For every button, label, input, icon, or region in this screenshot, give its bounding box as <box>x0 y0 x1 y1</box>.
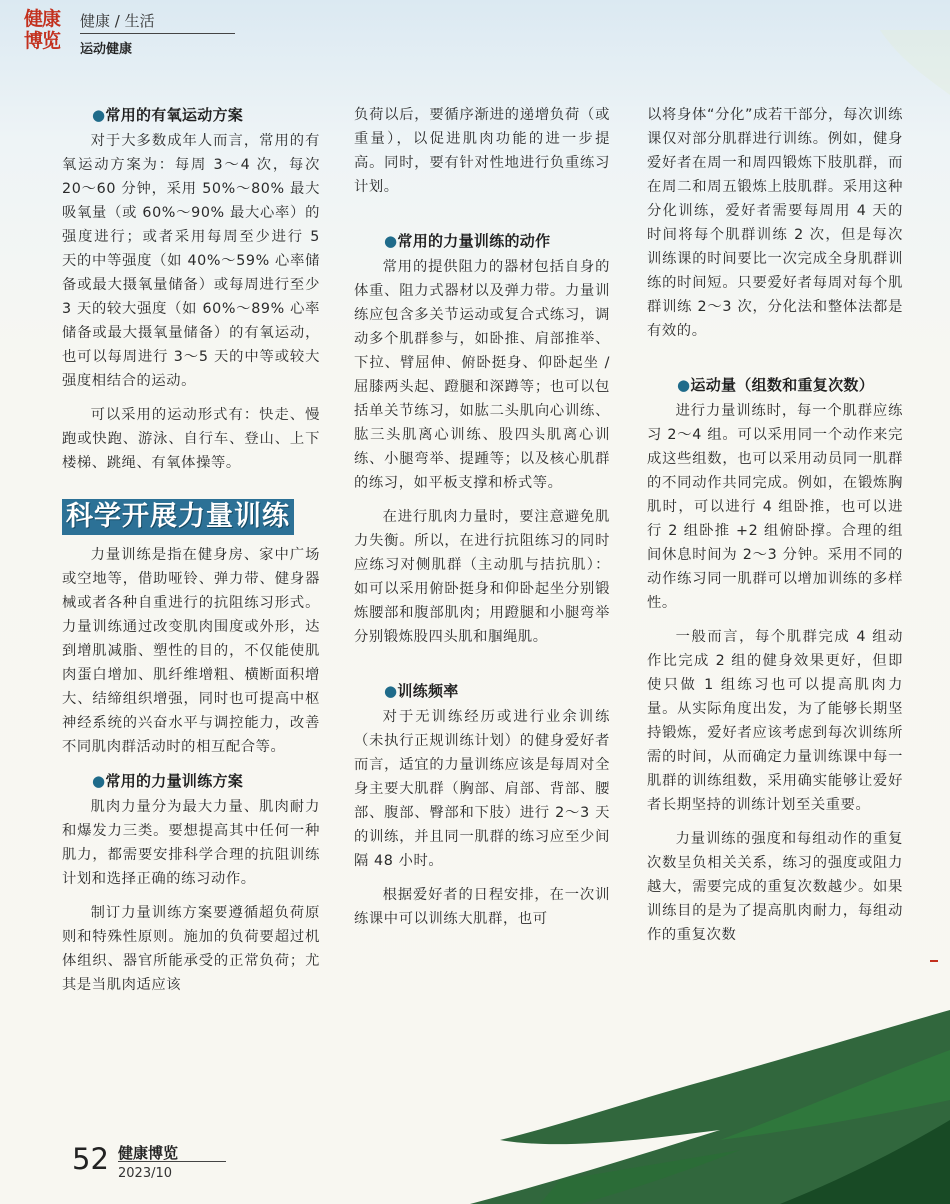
paragraph: 负荷以后，要循序渐进的递增负荷（或重量），以促进肌肉功能的进一步提高。同时，要有针对性地进行负重练习计划。 <box>354 107 610 195</box>
spacer <box>647 353 903 373</box>
magazine-logo: 健康博览 <box>24 8 61 52</box>
footer-magazine-name: 健康博览 <box>118 1144 179 1162</box>
paragraph: 进行力量训练时，每一个肌群应练习 2～4 组。可以采用同一个动作来完成这些组数，也可以采用动员同一肌群的不同动作共同完成。例如，在锻炼胸肌时，可以进行 4 组卧推，也可以进行 2 组卧推 +2 组俯卧撑。合理的组间休息时间为 2～3 分钟。采用不同的动作练习同一肌群可以增加训练的多样性。 <box>647 403 903 611</box>
column-label: 运动健康 <box>80 42 133 57</box>
paragraph: 一般而言，每个肌群完成 4 组动作比完成 2 组的健身效果更好，但即使只做 1 组练习也可以提高肌肉力量。从实际角度出发，为了能够长期坚持锻炼，爱好者应该考虑到每次训练所需的时间，从而确定力量训练课中每一肌群的训练组数，采用确实能够让爱好者长期坚持的训练计划至关重要。 <box>647 629 903 813</box>
heading-training-volume: ●运动量（组数和重复次数） <box>677 376 874 394</box>
bullet-dot: ● <box>92 772 106 790</box>
paragraph: 以将身体“分化”成若干部分，每次训练课仅对部分肌群进行训练。例如，健身爱好者在周一和周四锻炼下肢肌群，而在周二和周五锻炼上肢肌群。采用这种分化训练，爱好者需要每周用 4 天的时间将每个肌群训练 2 次，但是每次训练课的时间要比一次完成全身肌群训练的时间短。只要爱好者每周对每个肌群训练 2～3 次，分化法和整体法都是有效的。 <box>647 107 903 339</box>
spacer <box>354 209 610 229</box>
text-column-2 <box>354 103 610 941</box>
paragraph: 常用的提供阻力的器材包括自身的体重、阻力式器材以及弹力带。力量训练应包含多关节运动或复合式练习，调动多个肌群参与，如卧推、肩部推举、下拉、臂屈伸、俯卧挺身、仰卧起坐 / 屈膝两头起、蹬腿和深蹲等；也可以包括单关节练习，如肱二头肌向心训练、肱三头肌离心训练、股四头肌离心训练、小腿弯举、提踵等；以及核心肌群的练习，如平板支撑和桥式等。 <box>354 259 610 491</box>
paragraph: 在进行肌肉力量时，要注意避免肌力失衡。所以，在进行抗阻练习的同时应练习对侧肌群（主动肌与拮抗肌）：如可以采用俯卧挺身和仰卧起坐分别锻炼腰部和腹部肌肉；用蹬腿和小腿弯举分别锻炼股四头肌和腘绳肌。 <box>354 509 610 645</box>
bullet-dot: ● <box>384 232 398 250</box>
paragraph: 制订力量训练方案要遵循超负荷原则和特殊性原则。施加的负荷要超过机体组织、器官所能承受的正常负荷；尤其是当肌肉适应该 <box>62 905 320 993</box>
section-banner: 科学开展力量训练 <box>62 499 294 535</box>
paragraph: 根据爱好者的日程安排，在一次训练课中可以训练大肌群，也可 <box>354 887 610 927</box>
paragraph: 可以采用的运动形式有：快走、慢跑或快跑、游泳、自行车、登山、上下楼梯、跳绳、有氧体操等。 <box>62 407 320 471</box>
paragraph: 肌肉力量分为最大力量、肌肉耐力和爆发力三类。要想提高其中任何一种肌力，都需要安排科学合理的抗阻训练计划和选择正确的练习动作。 <box>62 799 320 887</box>
heading-training-frequency: ●训练频率 <box>384 682 459 700</box>
paragraph: 对于无训练经历或进行业余训练（未执行正规训练计划）的健身爱好者而言，适宜的力量训练应该是每周对全身主要大肌群（胸部、肩部、背部、腰部、腹部、臀部和下肢）进行 2～3 天的训练，并且同一肌群的练习应至少间隔 48 小时。 <box>354 709 610 869</box>
page-number: 52 <box>72 1142 109 1176</box>
spacer <box>354 659 610 679</box>
paragraph: 力量训练的强度和每组动作的重复次数呈负相关关系，练习的强度或阻力越大，需要完成的重复次数越少。如果训练目的是为了提高肌肉耐力，每组动作的重复次数 <box>647 831 903 943</box>
heading-strength-plan: ●常用的力量训练方案 <box>92 772 244 790</box>
issue-date: 2023/10 <box>118 1166 173 1181</box>
paragraph: 力量训练是指在健身房、家中广场或空地等，借助哑铃、弹力带、健身器械或者各种自重进行的抗阻练习形式。力量训练通过改变肌肉围度或外形，达到增肌减脂、塑性的目的，不仅能使肌肉蛋白增加、肌纤维增粗、横断面积增大、结缔组织增强，同时也可提高中枢神经系统的兴奋水平与调控能力，改善不同肌肉群活动时的相互配合等。 <box>62 547 320 755</box>
heading-training-moves: ●常用的力量训练的动作 <box>384 232 551 250</box>
bullet-dot: ● <box>384 682 398 700</box>
text-column-1 <box>62 103 320 1007</box>
text-column-3 <box>647 103 903 957</box>
bullet-dot: ● <box>677 376 691 394</box>
bullet-dot: ● <box>92 106 106 124</box>
paragraph: 对于大多数成年人而言，常用的有氧运动方案为：每周 3～4 次，每次 20～60 分钟，采用 50%～80% 最大吸氧量（或 60%～90% 最大心率）的强度进行；或者采用每周至少进行 5 天的中等强度（如 40%～59% 心率储备或最大摄氧量储备）或每周进行至少 3 天的较大强度（如 60%～89% 心率储备或最大摄氧量储备）的有氧运动，也可以每周进行 3～5 天的中等或较大强度相结合的运动。 <box>62 133 320 389</box>
section-label: 健康 / 生活 <box>80 12 155 30</box>
heading-aerobic-plan: ●常用的有氧运动方案 <box>92 106 244 124</box>
header-rule <box>80 33 235 34</box>
footer-rule <box>118 1161 226 1162</box>
edge-mark <box>930 960 938 962</box>
